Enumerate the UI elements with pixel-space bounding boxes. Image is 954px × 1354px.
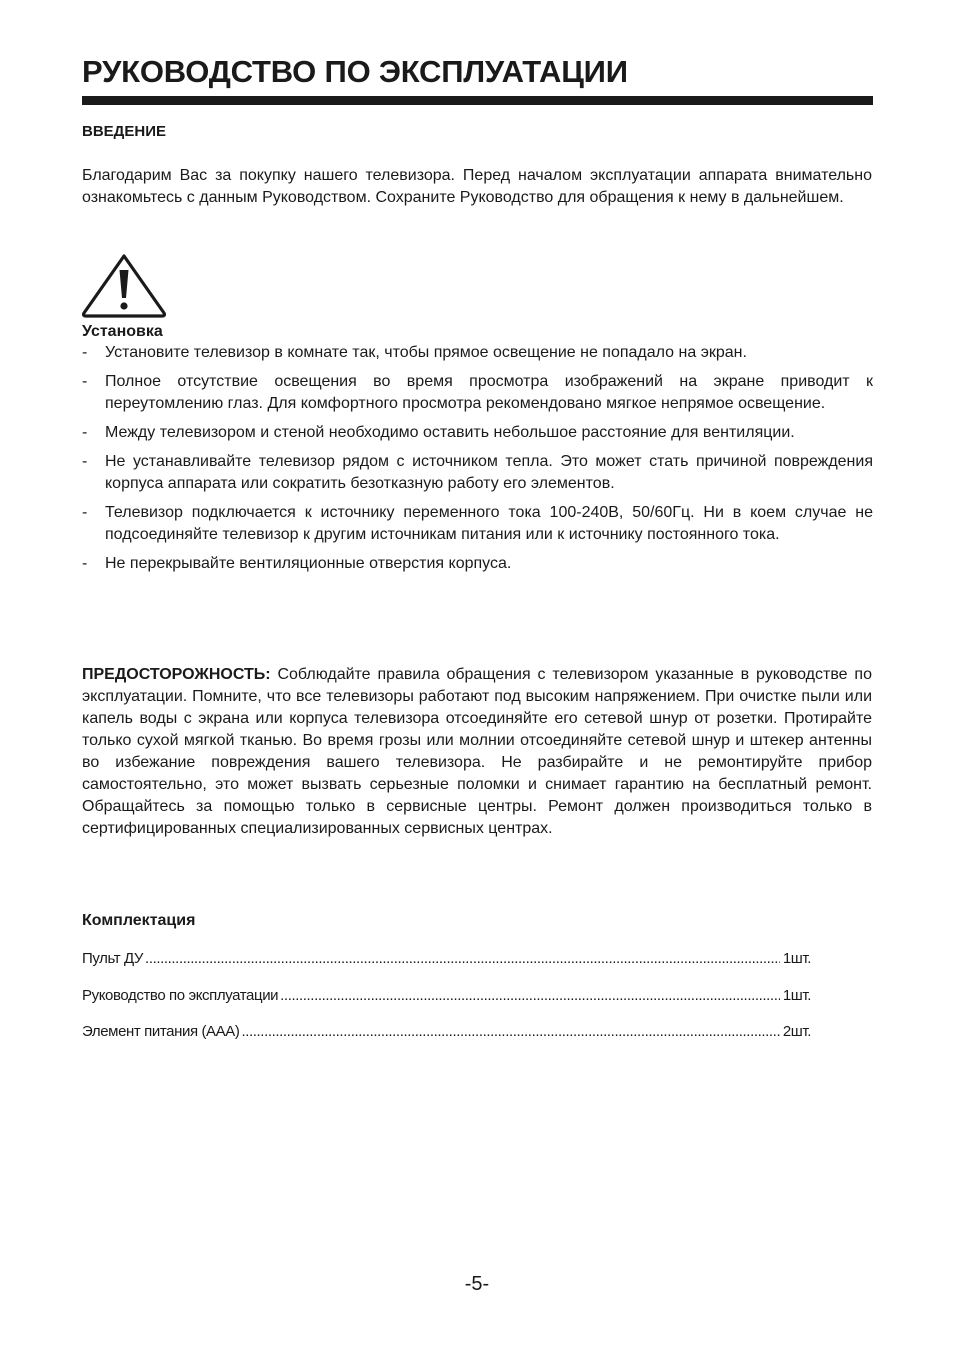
- kit-item-name: Руководство по эксплуатации: [82, 987, 279, 1004]
- list-item: - Между телевизором и стеной необходимо оставить небольшое расстояние для вентиляции.: [82, 424, 795, 441]
- warning-triangle-icon: [80, 252, 168, 318]
- kit-item-qty: 1шт.: [782, 950, 811, 967]
- kit-item-manual: [82, 986, 811, 1006]
- kit-item-remote: [82, 949, 811, 969]
- dot-leader: [145, 949, 780, 969]
- caution-paragraph: [82, 664, 872, 840]
- caution-label: ПРЕДОСТОРОЖНОСТЬ:: [82, 666, 271, 683]
- dot-leader: [280, 986, 780, 1006]
- title-underline: [82, 96, 873, 105]
- kit-item-qty: 1шт.: [782, 987, 811, 1004]
- kit-item-name: Элемент питания (ААА): [82, 1023, 240, 1040]
- intro-heading: ВВЕДЕНИЕ: [82, 123, 166, 140]
- intro-text: Благодарим Вас за покупку нашего телевизора. Перед началом эксплуатации аппарата внимательно ознакомьтесь с данным Руководством. Сохраните Руководство для обращения к нему в дальнейшем.: [82, 167, 872, 206]
- list-item-text: Между телевизором и стеной необходимо оставить небольшое расстояние для вентиляции.: [105, 424, 795, 441]
- list-item: - Установите телевизор в комнате так, чтобы прямое освещение не попадало на экран.: [82, 344, 747, 361]
- list-item: - Не перекрывайте вентиляционные отверстия корпуса.: [82, 555, 512, 572]
- kit-item-qty: 2шт.: [782, 1023, 811, 1040]
- list-item-text: Полное отсутствие освещения во время просмотра изображений на экране приводит к переутомлению глаз. Для комфортного просмотра рекомендовано мягкое непрямое освещение.: [105, 373, 873, 412]
- list-item-text: Телевизор подключается к источнику переменного тока 100-240В, 50/60Гц. Ни в коем случае не подсоединяйте телевизор к другим источникам питания или к источнику постоянного тока.: [105, 504, 873, 543]
- list-item-text: Установите телевизор в комнате так, чтобы прямое освещение не попадало на экран.: [105, 344, 747, 361]
- dot-leader: [241, 1022, 779, 1042]
- kit-item-battery: [82, 1022, 811, 1042]
- kit-heading: Комплектация: [82, 912, 196, 929]
- installation-heading: Установка: [82, 323, 163, 340]
- list-item: - Телевизор подключается к источнику переменного тока 100-240В, 50/60Гц. Ни в коем случае не подсоединяйте телевизор к другим источникам питания или к источнику постоянного тока.: [82, 504, 873, 543]
- list-item: - Полное отсутствие освещения во время просмотра изображений на экране приводит к переутомлению глаз. Для комфортного просмотра рекомендовано мягкое непрямое освещение.: [82, 373, 873, 412]
- list-item-text: Не перекрывайте вентиляционные отверстия корпуса.: [105, 555, 512, 572]
- list-item-text: Не устанавливайте телевизор рядом с источником тепла. Это может стать причиной повреждения корпуса аппарата или сократить безотказную работу его элементов.: [105, 453, 873, 492]
- caution-text: Соблюдайте правила обращения с телевизором указанные в руководстве по эксплуатации. Помните, что все телевизоры работают под высоким напряжением. При очистке пыли или капель воды с экрана или корпуса телевизора отсоединяйте его сетевой шнур от розетки. Протирайте только сухой мягкой тканью. Во время грозы или молнии отсоединяйте сетевой шнур и штекер антенны во избежание повреждения вашего телевизора. Не разбирайте и не ремонтируйте прибор самостоятельно, это может вызвать серьезные поломки и снимает гарантию на бесплатный ремонт. Обращайтесь за помощью только в сервисные центры. Ремонт должен производиться только в сертифицированных специализированных сервисных центрах.: [82, 666, 872, 837]
- kit-item-name: Пульт ДУ: [82, 950, 144, 967]
- installation-list: [82, 342, 873, 582]
- page-title: РУКОВОДСТВО ПО ЭКСПЛУАТАЦИИ: [82, 54, 628, 89]
- list-item: - Не устанавливайте телевизор рядом с источником тепла. Это может стать причиной повреждения корпуса аппарата или сократить безотказную работу его элементов.: [82, 453, 873, 492]
- page-number: -5-: [464, 1273, 490, 1295]
